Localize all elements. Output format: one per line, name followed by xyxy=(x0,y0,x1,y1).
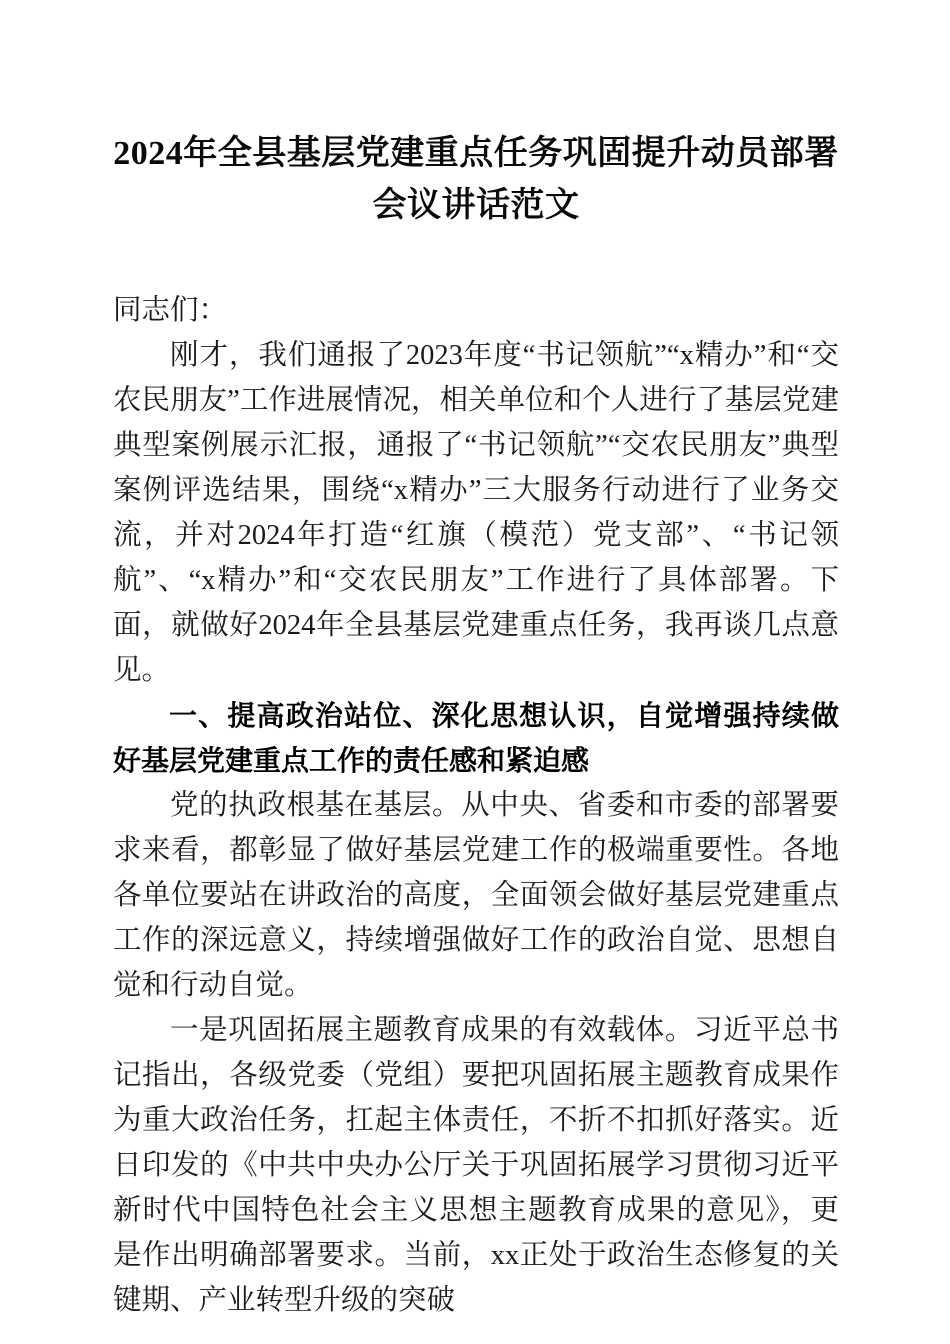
section-heading-1: 一、提高政治站位、深化思想认识，自觉增强持续做好基层党建重点工作的责任感和紧迫感 xyxy=(113,700,839,776)
paragraph-body-2: 一是巩固拓展主题教育成果的有效载体。习近平总书记指出，各级党委（党组）要把巩固拓展主题教育成果作为重大政治任务，扛起主体责任，不折不扣抓好落实。近日印发的《中共中央办公厅关于巩固拓展学习贯彻习近平新时代中国特色社会主义思想主题教育成果的意见》，更是作出明确部署要求。当前，xx正处于政治生态修复的关键期、产业转型升级的突破 xyxy=(113,1015,839,1316)
paragraph-opening: 刚才，我们通报了2023年度“书记领航”“x精办”和“交农民朋友”工作进展情况，相关单位和个人进行了基层党建典型案例展示汇报，通报了“书记领航”“交农民朋友”典型案例评选结果，围绕“x精办”三大服务行动进行了业务交流，并对2024年打造“红旗（模范）党支部”、“书记领航”、“x精办”和“交农民朋友”工作进行了具体部署。下面，就做好2024年全县基层党建重点任务，我再谈几点意见。 xyxy=(113,340,839,686)
document-content xyxy=(113,0,839,1323)
salutation: 同志们： xyxy=(113,295,228,326)
page-title: 2024年全县基层党建重点任务巩固提升动员部署会议讲话范文 xyxy=(113,135,839,224)
paragraph-body-1: 党的执政根基在基层。从中央、省委和市委的部署要求来看，都彰显了做好基层党建工作的极端重要性。各地各单位要站在讲政治的高度，全面领会做好基层党建重点工作的深远意义，持续增强做好工作的政治自觉、思想自觉和行动自觉。 xyxy=(113,790,839,1001)
